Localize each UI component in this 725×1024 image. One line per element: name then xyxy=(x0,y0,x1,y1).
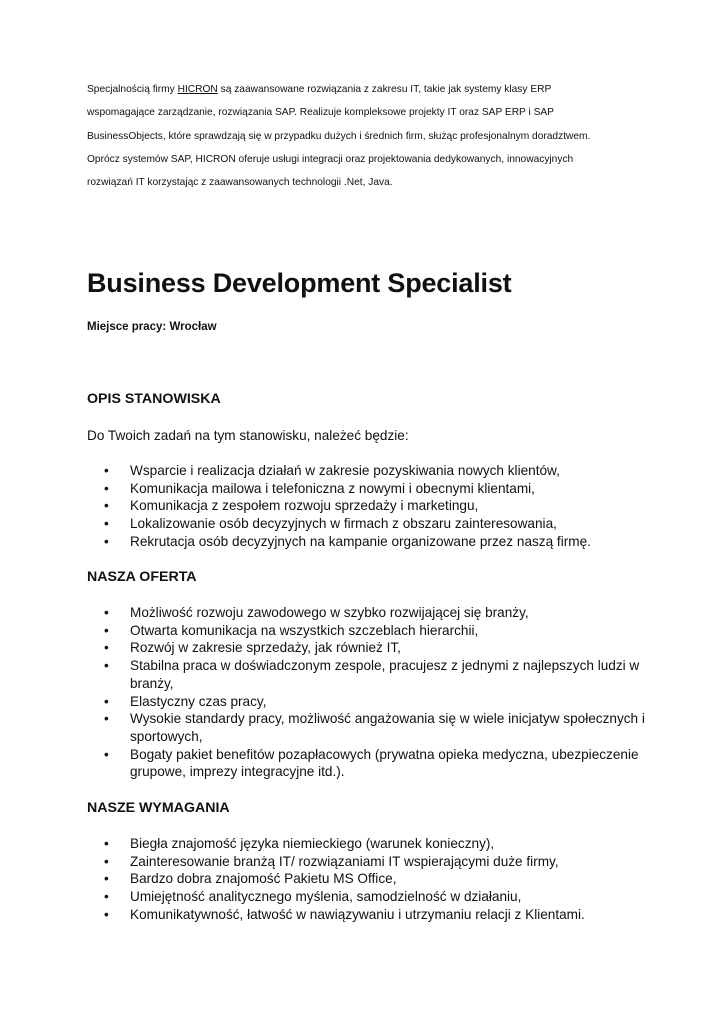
list-item-text: Możliwość rozwoju zawodowego w szybko rozwijającej się branży, xyxy=(130,605,529,620)
list-item xyxy=(87,657,657,692)
list-item xyxy=(87,604,657,622)
intro-line-1-suffix: są zaawansowane rozwiązania z zakresu IT, takie jak systemy klasy ERP xyxy=(217,84,552,95)
list-item-text: Rozwój w zakresie sprzedaży, jak również IT, xyxy=(130,640,401,656)
list-item-text: Bardzo dobra znajomość Pakietu MS Office, xyxy=(130,871,397,887)
list-item xyxy=(87,462,657,480)
bullet-icon: • xyxy=(104,640,109,656)
list-item xyxy=(87,835,657,853)
bullet-icon: • xyxy=(104,871,109,887)
bullet-icon: • xyxy=(104,746,109,762)
requirements-heading: NASZE WYMAGANIA xyxy=(87,800,230,816)
list-item-text: Umiejętność analitycznego myślenia, samodzielność w działaniu, xyxy=(130,889,522,905)
list-item-text: Zainteresowanie branżą IT/ rozwiązaniami IT wspierającymi duże firmy, xyxy=(130,853,559,869)
bullet-icon: • xyxy=(104,711,109,727)
list-item xyxy=(87,515,657,533)
bullet-icon: • xyxy=(104,463,109,478)
list-item xyxy=(87,746,657,781)
intro-line-4: Oprócz systemów SAP, HICRON oferuje usługi integracji oraz projektowania dedykowanych, innowacyjnych xyxy=(87,153,574,165)
list-item xyxy=(87,497,657,515)
description-lead: Do Twoich zadań na tym stanowisku, należeć będzie: xyxy=(87,428,409,443)
bullet-icon: • xyxy=(104,853,109,869)
bullet-icon: • xyxy=(104,658,109,674)
list-item xyxy=(87,710,657,745)
list-item-text: Komunikatywność, łatwość w nawiązywaniu i utrzymaniu relacji z Klientami. xyxy=(130,906,585,922)
list-item xyxy=(87,693,657,711)
intro-line-5: rozwiązań IT korzystając z zaawansowanych technologii .Net, Java. xyxy=(87,177,393,189)
list-item-text: Komunikacja z zespołem rozwoju sprzedaży i marketingu, xyxy=(130,498,479,514)
list-item xyxy=(87,888,657,906)
intro-line-3: BusinessObjects, które sprawdzają się w przypadku dużych i średnich firm, służąc profesjonalnym doradztwem. xyxy=(87,130,591,142)
job-location: Miejsce pracy: Wrocław xyxy=(87,321,217,333)
intro-line-1 xyxy=(87,78,657,101)
bullet-icon: • xyxy=(104,836,109,851)
intro-paragraph xyxy=(87,78,657,194)
offer-heading: NASZA OFERTA xyxy=(87,569,197,585)
company-link[interactable]: HICRON xyxy=(177,84,218,95)
list-item-text: Biegła znajomość języka niemieckiego (warunek konieczny), xyxy=(130,836,495,851)
bullet-icon: • xyxy=(104,498,109,514)
list-item xyxy=(87,533,657,551)
bullet-icon: • xyxy=(104,693,109,709)
requirements-list xyxy=(87,835,657,924)
list-item-text: Otwarta komunikacja na wszystkich szczeblach hierarchii, xyxy=(130,622,479,638)
list-item-text: Wysokie standardy pracy, możliwość angażowania się w wiele inicjatyw społecznych i sportowych, xyxy=(130,711,645,744)
list-item xyxy=(87,622,657,640)
list-item xyxy=(87,870,657,888)
bullet-icon: • xyxy=(104,906,109,922)
list-item-text: Stabilna praca w doświadczonym zespole, pracujesz z jednymi z najlepszych ludzi w branży, xyxy=(130,658,640,691)
list-item xyxy=(87,853,657,871)
bullet-icon: • xyxy=(104,605,109,620)
job-title: Business Development Specialist xyxy=(87,268,512,298)
list-item-text: Komunikacja mailowa i telefoniczna z nowymi i obecnymi klientami, xyxy=(130,480,535,496)
bullet-icon: • xyxy=(104,533,109,549)
description-heading: OPIS STANOWISKA xyxy=(87,391,221,407)
intro-line-2: wspomagające zarządzanie, rozwiązania SAP. Realizuje kompleksowe projekty IT oraz SAP ERP i SAP xyxy=(87,107,554,119)
description-list xyxy=(87,462,657,551)
list-item-text: Lokalizowanie osób decyzyjnych w firmach z obszaru zainteresowania, xyxy=(130,516,557,532)
list-item xyxy=(87,480,657,498)
offer-list xyxy=(87,604,657,781)
document-page xyxy=(87,78,657,922)
bullet-icon: • xyxy=(104,622,109,638)
intro-prefix: Specjalnością firmy xyxy=(87,84,178,95)
bullet-icon: • xyxy=(104,480,109,496)
bullet-icon: • xyxy=(104,889,109,905)
list-item-text: Elastyczny czas pracy, xyxy=(130,693,267,709)
list-item xyxy=(87,639,657,657)
list-item-text: Wsparcie i realizacja działań w zakresie pozyskiwania nowych klientów, xyxy=(130,463,560,478)
list-item-text: Bogaty pakiet benefitów pozapłacowych (prywatna opieka medyczna, ubezpieczenie grupowe, imprezy integracyjne itd.). xyxy=(130,746,639,780)
bullet-icon: • xyxy=(104,516,109,532)
list-item-text: Rekrutacja osób decyzyjnych na kampanie organizowane przez naszą firmę. xyxy=(130,533,591,549)
list-item xyxy=(87,906,657,924)
